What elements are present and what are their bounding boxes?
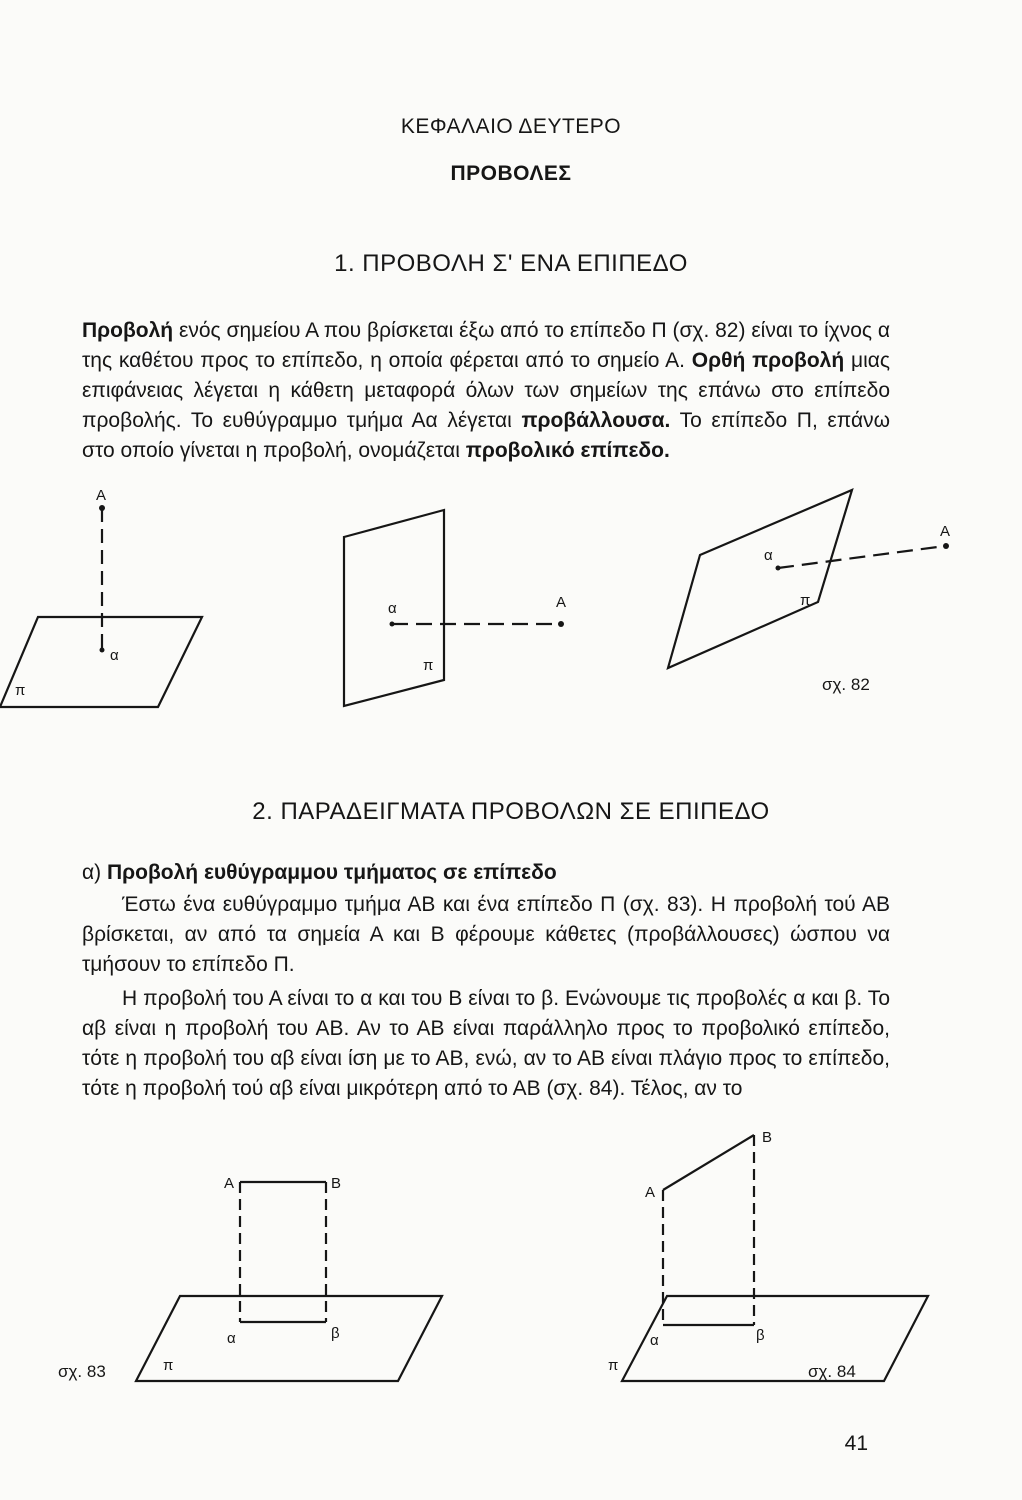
fig83-label-A: Α [224, 1175, 235, 1192]
term-projector: προβάλλουσα. [521, 409, 671, 432]
fig82-right-label-a: α [764, 547, 773, 564]
subheading-prefix: α) [82, 861, 107, 884]
fig82-mid-point-A [558, 621, 564, 627]
fig82-caption: σχ. 82 [822, 675, 870, 694]
page-number: 41 [844, 1432, 868, 1455]
fig83-caption: σχ. 83 [58, 1362, 106, 1381]
fig83-plane [136, 1296, 442, 1381]
fig84-label-B: Β [762, 1129, 773, 1146]
fig82-right-point-a [776, 566, 781, 571]
fig84-label-plane: π [608, 1357, 619, 1374]
fig84-label-b: β [756, 1327, 765, 1344]
fig82-right-label-A: Α [940, 523, 951, 540]
fig83-label-B: Β [331, 1175, 342, 1192]
fig82-left-plane [0, 617, 202, 707]
text-run: μιας επιφάνειας λέγεται η κάθετη μεταφορά όλων των σημείων της επάνω στο επίπεδο προβολής. Το ευθύγραμμο τμήμα Αα λέγεται [82, 349, 891, 432]
term-projection-plane: προβολικό επίπεδο. [465, 439, 670, 462]
fig84-plane [622, 1296, 928, 1381]
chapter-label: ΚΕΦΑΛΑΙΟ ΔΕΥΤΕΡΟ [400, 115, 622, 138]
fig82-right-point-A [943, 543, 949, 549]
fig82-mid-plane [344, 510, 444, 706]
text-run: Το επίπεδο Π, επάνω στο οποίο γίνεται η προβολή, ονομάζεται [82, 409, 890, 462]
fig82-mid-label-A: Α [556, 594, 567, 611]
fig84-caption: σχ. 84 [808, 1362, 856, 1381]
text-run: ενός σημείου Α που βρίσκεται έξω από το επίπεδο Π (σχ. 82) είναι το ίχνος α της καθέτου προς το επίπεδο, η οποία φέρεται από το σημείο Α. [82, 319, 890, 372]
fig82-right-plane [668, 490, 852, 668]
term-orthogonal-projection: Ορθή προβολή [691, 349, 845, 372]
fig84-segment-AB [663, 1135, 754, 1190]
fig82-left-label-A: Α [96, 487, 107, 504]
subheading-title: Προβολή ευθύγραμμου τμήματος σε επίπεδο [106, 861, 557, 884]
fig82-mid-label-plane: π [423, 657, 434, 674]
fig84-label-a: α [650, 1332, 659, 1349]
paragraph-text: Έστω ένα ευθύγραμμο τμήμα ΑΒ και ένα επίπεδο Π (σχ. 83). Η προβολή τού ΑΒ βρίσκεται, αν από τα σημεία Α και Β φέρουμε κάθετες (προβάλλουσες) ώσπου να τμήσουν το επίπεδο Π. [82, 893, 890, 976]
fig83-label-b: β [331, 1325, 340, 1342]
fig82-left-point-A [99, 505, 105, 511]
fig82-right-label-plane: π [800, 592, 811, 609]
fig82-left-label-plane: π [15, 682, 26, 699]
section-1-paragraph [82, 316, 890, 466]
section-2-heading: 2. ΠΑΡΑΔΕΙΓΜΑΤΑ ΠΡΟΒΟΛΩΝ ΣΕ ΕΠΙΠΕΔΟ [252, 798, 770, 825]
fig83-label-plane: π [163, 1357, 174, 1374]
fig82-right-projector [778, 546, 945, 568]
fig82-left-label-a: α [110, 647, 119, 664]
section-2-subheading [82, 858, 890, 888]
section-2-paragraph-1 [82, 890, 890, 980]
section-1-heading: 1. ΠΡΟΒΟΛΗ Σ' ΕΝΑ ΕΠΙΠΕΔΟ [334, 250, 688, 277]
paragraph-text: Η προβολή του Α είναι το α και του Β είναι το β. Ενώνουμε τις προβολές α και β. Το αβ είναι η προβολή του ΑΒ. Αν το ΑΒ είναι παράλληλο προς το προβολικό επίπεδο, τότε η προβολή του αβ είναι ίση με το ΑΒ, ενώ, αν το ΑΒ είναι πλάγιο προς το επίπεδο, τότε η προβολή τού αβ είναι μικρότερη από το ΑΒ (σχ. 84). Τέλος, αν το [82, 987, 890, 1100]
fig82-mid-label-a: α [388, 600, 397, 617]
fig82-left-point-a [100, 648, 105, 653]
chapter-title: ΠΡΟΒΟΛΕΣ [450, 162, 572, 185]
term-projection: Προβολή [82, 319, 174, 342]
fig82-mid-point-a [390, 622, 395, 627]
section-2-paragraph-2 [82, 984, 890, 1104]
fig84-label-A: Α [645, 1184, 656, 1201]
fig83-label-a: α [227, 1330, 236, 1347]
